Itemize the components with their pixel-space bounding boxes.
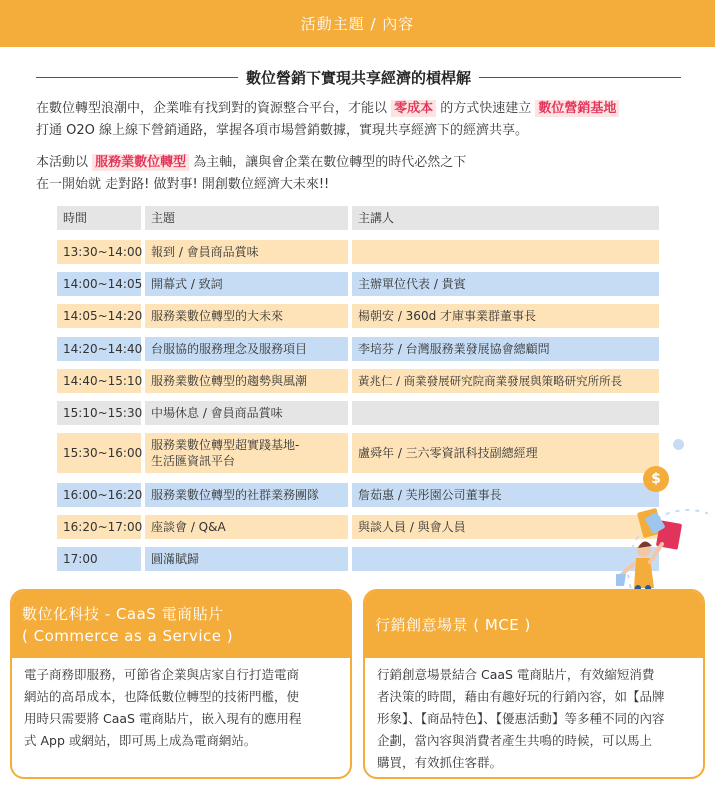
header-topic: 主題 bbox=[145, 206, 348, 230]
row-topic: 開幕式 / 致詞 bbox=[145, 272, 348, 296]
table-row bbox=[57, 433, 659, 473]
table-row bbox=[57, 304, 659, 328]
banner-title: 活動主題 / 內容 bbox=[300, 15, 415, 33]
row-time: 15:30~16:00 bbox=[57, 433, 141, 473]
row-topic: 台服協的服務理念及服務項目 bbox=[145, 337, 348, 361]
row-speaker bbox=[352, 240, 659, 264]
highlight-digital-base: 數位營銷基地 bbox=[535, 100, 619, 117]
row-time: 13:30~14:00 bbox=[57, 240, 141, 264]
intro-text: 為主軸，讓與會企業在數位轉型的時代必然之下 bbox=[189, 155, 467, 170]
row-topic bbox=[145, 433, 348, 473]
intro-line-4: 在一開始就 走對路! 做對事! 開創數位經濟大未來!! bbox=[36, 177, 330, 192]
row-topic: 圓滿賦歸 bbox=[145, 547, 348, 571]
row-speaker: 盧舜年 / 三六零資訊科技副總經理 bbox=[352, 433, 659, 473]
table-row bbox=[57, 337, 659, 361]
card-mce-body bbox=[377, 664, 693, 774]
card-caas-line: 電子商務即服務，可節省企業與店家自行打造電商 bbox=[24, 667, 300, 682]
table-row bbox=[57, 515, 659, 539]
row-time: 16:00~16:20 bbox=[57, 483, 141, 507]
card-mce-line: 購買，有效抓住客群。 bbox=[377, 755, 503, 770]
intro-line-2: 打通 O2O 線上線下營銷通路，掌握各項市場營銷數據，實現共享經濟下的經濟共享。 bbox=[36, 123, 529, 138]
divider-right bbox=[479, 77, 681, 78]
row-topic: 服務業數位轉型的大未來 bbox=[145, 304, 348, 328]
card-mce bbox=[363, 589, 705, 779]
card-caas-line: 用時只需要將 CaaS 電商貼片，嵌入現有的應用程 bbox=[24, 711, 302, 726]
section-subtitle bbox=[36, 67, 681, 87]
card-caas-line: 網站的高昂成本，也降低數位轉型的技術門檻，使 bbox=[24, 689, 300, 704]
row-topic-line: 服務業數位轉型超實踐基地- bbox=[151, 438, 300, 452]
card-mce-line: 形象】、【商品特色】、【優惠活動】等多種不同的內容 bbox=[377, 711, 665, 726]
card-caas-header bbox=[12, 591, 350, 658]
row-speaker: 與談人員 / 與會人員 bbox=[352, 515, 659, 539]
row-time: 14:00~14:05 bbox=[57, 272, 141, 296]
top-banner bbox=[0, 0, 715, 47]
row-topic: 報到 / 會員商品賞味 bbox=[145, 240, 348, 264]
card-mce-line: 者決策的時間，藉由有趣好玩的行銷內容，如【品牌 bbox=[377, 689, 665, 704]
intro-text: 在數位轉型浪潮中，企業唯有找到對的資源整合平台，才能以 bbox=[36, 101, 392, 116]
coin-icon: $ bbox=[643, 466, 669, 492]
row-speaker: 黃兆仁 / 商業發展研究院商業發展與策略研究所所長 bbox=[352, 369, 659, 393]
row-topic: 中場休息 / 會員商品賞味 bbox=[145, 401, 348, 425]
row-time: 14:40~15:10 bbox=[57, 369, 141, 393]
intro-text: 本活動以 bbox=[36, 155, 93, 170]
row-time: 17:00 bbox=[57, 547, 141, 571]
row-speaker: 詹茹惠 / 芙彤園公司董事長 bbox=[352, 483, 659, 507]
card-caas bbox=[10, 589, 352, 779]
card-caas-subtitle: ( Commerce as a Service ) bbox=[22, 627, 234, 645]
row-time: 14:20~14:40 bbox=[57, 337, 141, 361]
highlight-service-transform: 服務業數位轉型 bbox=[92, 154, 189, 171]
intro-line-1 bbox=[36, 98, 619, 120]
highlight-zero-cost: 零成本 bbox=[391, 100, 436, 117]
table-row bbox=[57, 401, 659, 425]
table-row bbox=[57, 369, 659, 393]
table-row bbox=[57, 547, 659, 571]
row-time: 16:20~17:00 bbox=[57, 515, 141, 539]
card-caas-line: 式 App 或網站，即可馬上成為電商網站。 bbox=[24, 733, 257, 748]
intro-text: 的方式快速建立 bbox=[436, 101, 536, 116]
divider-left bbox=[36, 77, 238, 78]
card-mce-header bbox=[365, 591, 703, 658]
row-time: 15:10~15:30 bbox=[57, 401, 141, 425]
table-header-row bbox=[57, 206, 659, 230]
row-topic: 服務業數位轉型的社群業務團隊 bbox=[145, 483, 348, 507]
decor-dot bbox=[673, 439, 684, 450]
card-mce-title: 行銷創意場景 ( MCE ) bbox=[375, 616, 531, 634]
row-speaker bbox=[352, 401, 659, 425]
intro-line-3 bbox=[36, 152, 466, 174]
header-time: 時間 bbox=[57, 206, 141, 230]
row-speaker: 主辦單位代表 / 貴賓 bbox=[352, 272, 659, 296]
row-topic: 服務業數位轉型的趨勢與風潮 bbox=[145, 369, 348, 393]
card-caas-title: 數位化科技 - CaaS 電商貼片 bbox=[22, 605, 224, 623]
row-time: 14:05~14:20 bbox=[57, 304, 141, 328]
row-topic: 座談會 / Q&A bbox=[145, 515, 348, 539]
table-row bbox=[57, 483, 659, 507]
card-mce-line: 企劃，當內容與消費者產生共鳴的時候，可以馬上 bbox=[377, 733, 653, 748]
table-row bbox=[57, 240, 659, 264]
table-row bbox=[57, 272, 659, 296]
card-caas-body bbox=[24, 664, 340, 752]
row-topic-line: 生活匯資訊平台 bbox=[151, 454, 236, 468]
card-mce-line: 行銷創意場景結合 CaaS 電商貼片，有效縮短消費 bbox=[377, 667, 655, 682]
row-speaker: 楊朝安 / 360d 才庫事業群董事長 bbox=[352, 304, 659, 328]
header-speaker: 主講人 bbox=[352, 206, 659, 230]
subtitle-text: 數位營銷下實現共享經濟的槓桿解 bbox=[246, 68, 472, 87]
row-speaker: 李培芬 / 台灣服務業發展協會總顧問 bbox=[352, 337, 659, 361]
